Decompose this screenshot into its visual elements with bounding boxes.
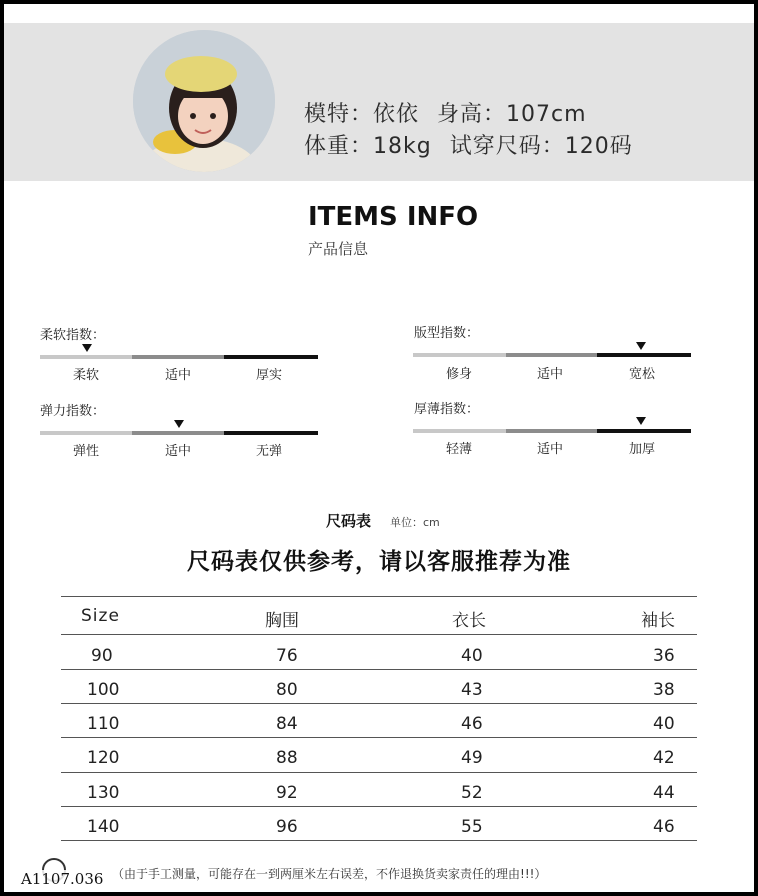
index-option: 柔软 — [72, 368, 99, 383]
model-height: 身高：107cm — [437, 102, 587, 127]
index-bar-segment — [40, 355, 132, 359]
index-bar-segment — [224, 355, 318, 359]
index-option: 适中 — [536, 367, 563, 382]
table-rule — [61, 596, 697, 597]
index-bar-segment — [413, 353, 506, 357]
table-rule — [61, 806, 697, 807]
table-header-length: 衣长 — [452, 611, 486, 631]
table-cell: 44 — [653, 783, 675, 803]
index-bar-segment — [506, 429, 597, 433]
product-code: A1107.036 — [18, 870, 106, 888]
table-cell: 49 — [461, 748, 483, 768]
index-label: 厚薄指数： — [414, 402, 480, 417]
table-cell: 100 — [87, 680, 120, 700]
model-size: 试穿尺码：120码 — [449, 134, 633, 159]
table-cell: 46 — [461, 714, 483, 734]
table-cell: 55 — [461, 817, 483, 837]
product-detail-page — [4, 4, 754, 892]
table-cell: 40 — [653, 714, 675, 734]
model-name: 模特：依依 — [304, 102, 420, 127]
table-header-chest: 胸围 — [265, 611, 299, 631]
table-rule — [61, 840, 697, 841]
model-avatar — [133, 30, 275, 172]
table-cell: 80 — [276, 680, 298, 700]
table-cell: 36 — [653, 646, 675, 666]
items-info-subtitle: 产品信息 — [308, 240, 369, 258]
table-cell: 76 — [276, 646, 298, 666]
index-bar-segment — [40, 431, 132, 435]
index-bar-segment — [597, 429, 691, 433]
size-chart-unit: 单位：cm — [390, 516, 440, 529]
table-rule — [61, 634, 697, 635]
index-option: 无弹 — [255, 444, 282, 459]
index-label: 柔软指数： — [40, 328, 106, 343]
table-cell: 38 — [653, 680, 675, 700]
table-header-sleeve: 袖长 — [641, 611, 675, 631]
model-line-1 — [304, 97, 587, 128]
index-option: 弹性 — [72, 444, 99, 459]
table-cell: 40 — [461, 646, 483, 666]
table-cell: 90 — [91, 646, 113, 666]
table-cell: 96 — [276, 817, 298, 837]
index-option: 轻薄 — [445, 442, 472, 457]
index-arrow-icon — [174, 420, 184, 428]
index-bar-segment — [506, 353, 597, 357]
model-line-2 — [304, 129, 633, 160]
table-cell: 52 — [461, 783, 483, 803]
table-rule — [61, 737, 697, 738]
table-cell: 130 — [87, 783, 120, 803]
index-option: 宽松 — [628, 367, 655, 382]
table-cell: 43 — [461, 680, 483, 700]
index-option: 修身 — [445, 367, 472, 382]
table-cell: 88 — [276, 748, 298, 768]
table-cell: 140 — [87, 817, 120, 837]
model-info-band — [4, 23, 754, 181]
index-arrow-icon — [82, 344, 92, 352]
index-label: 弹力指数： — [40, 404, 106, 419]
index-bar-segment — [132, 431, 224, 435]
table-rule — [61, 772, 697, 773]
index-label: 版型指数： — [414, 326, 480, 341]
model-photo-icon — [133, 30, 275, 172]
index-option: 适中 — [164, 368, 191, 383]
index-arrow-icon — [636, 417, 646, 425]
table-cell: 84 — [276, 714, 298, 734]
size-chart-notice: 尺码表仅供参考，请以客服推荐为准 — [187, 549, 571, 575]
table-cell: 120 — [87, 748, 120, 768]
index-bar-segment — [224, 431, 318, 435]
table-rule — [61, 669, 697, 670]
table-rule — [61, 703, 697, 704]
index-bar-segment — [413, 429, 506, 433]
index-bar-segment — [597, 353, 691, 357]
table-cell: 46 — [653, 817, 675, 837]
measurement-disclaimer: （由于手工测量，可能存在一到两厘米左右误差，不作退换货卖家责任的理由!!!） — [112, 867, 547, 881]
table-cell: 92 — [276, 783, 298, 803]
items-info-title: ITEMS INFO — [308, 202, 479, 232]
table-header-size: Size — [81, 606, 120, 626]
table-cell: 42 — [653, 748, 675, 768]
index-option: 厚实 — [255, 368, 282, 383]
index-arrow-icon — [636, 342, 646, 350]
size-chart-title: 尺码表 — [326, 512, 372, 530]
index-option: 适中 — [164, 444, 191, 459]
index-bar-segment — [132, 355, 224, 359]
model-weight: 体重：18kg — [304, 134, 432, 159]
index-option: 适中 — [536, 442, 563, 457]
table-cell: 110 — [87, 714, 120, 734]
index-option: 加厚 — [628, 442, 655, 457]
